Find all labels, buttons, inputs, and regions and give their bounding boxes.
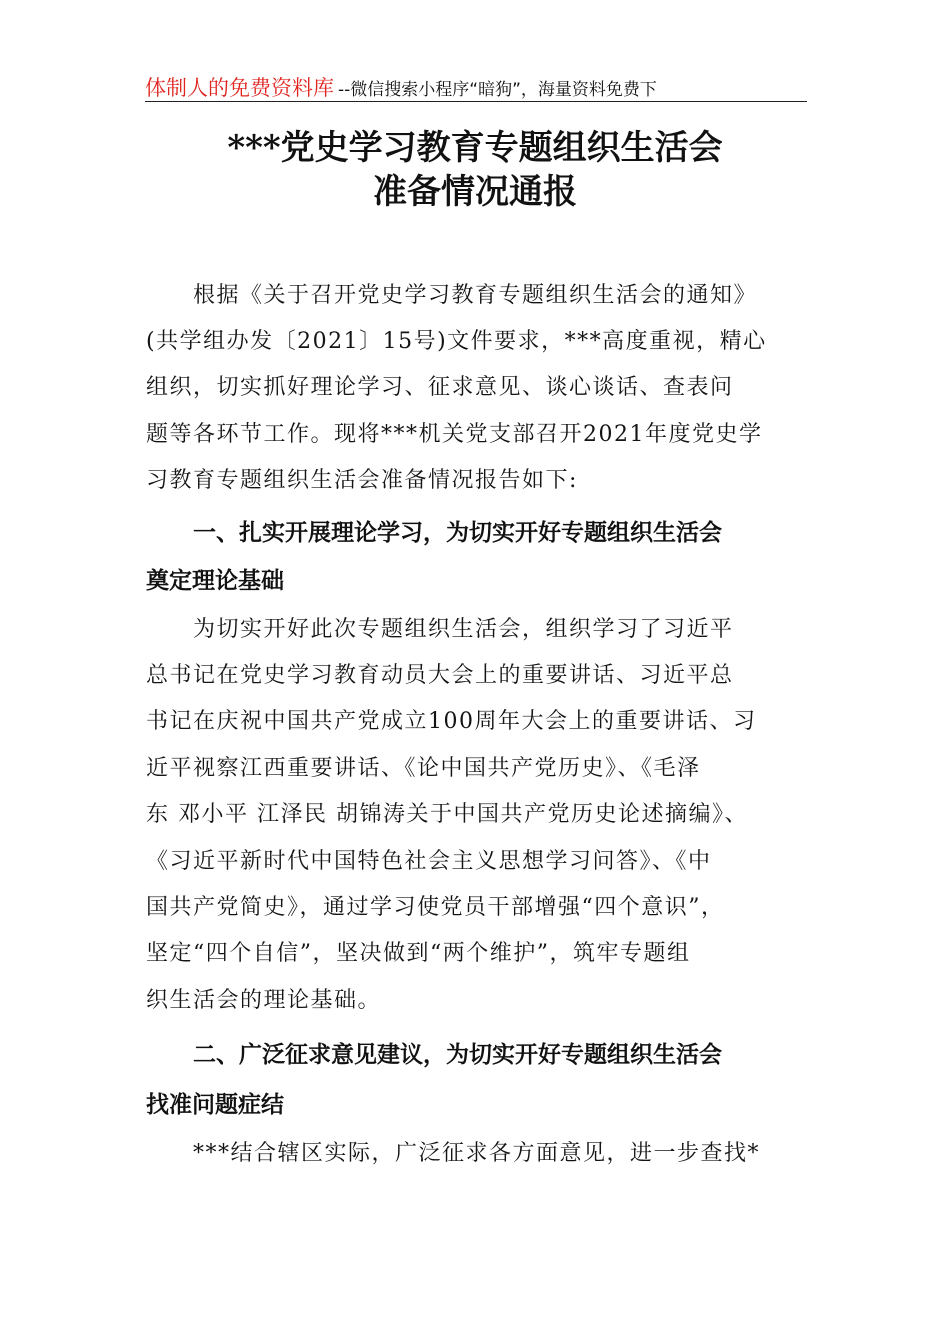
header-brand: 体制人的免费资料库 xyxy=(145,76,334,100)
paragraph2-line: 总书记在党史学习教育动员大会上的重要讲话、习近平总 xyxy=(146,663,734,688)
paragraph1-line: (共学组办发〔2021〕15号)文件要求，***高度重视，精心 xyxy=(146,329,767,354)
paragraph2-line: 织生活会的理论基础。 xyxy=(146,988,382,1013)
section1-heading: 一、扎实开展理论学习，为切实开好专题组织生活会 xyxy=(193,520,722,546)
paragraph2-line: 东 邓小平 江泽民 胡锦涛关于中国共产党历史论述摘编》、 xyxy=(146,802,748,827)
section1-heading: 奠定理论基础 xyxy=(146,568,284,594)
page-header xyxy=(145,72,810,102)
header-note: --微信搜索小程序“暗狗”，海量资料免费下 xyxy=(338,80,657,100)
paragraph2-line: 近平视察江西重要讲话、《论中国共产党历史》、《毛泽 xyxy=(146,756,701,781)
paragraph2-line: 国共产党简史》，通过学习使党员干部增强“四个意识”， xyxy=(146,895,725,920)
paragraph1-line: 题等各环节工作。现将***机关党支部召开2021年度党史学 xyxy=(146,422,763,447)
paragraph2-line: 《习近平新时代中国特色社会主义思想学习问答》、《中 xyxy=(146,849,712,874)
paragraph3-line: ***结合辖区实际，广泛征求各方面意见，进一步查找* xyxy=(193,1141,761,1166)
paragraph1-line: 组织，切实抓好理论学习、征求意见、谈心谈话、查表问 xyxy=(146,375,734,400)
paragraph1-line: 习教育专题组织生活会准备情况报告如下: xyxy=(146,468,578,493)
header-divider xyxy=(145,101,807,102)
document-title-line2: 准备情况通报 xyxy=(373,172,577,212)
paragraph2-line: 为切实开好此次专题组织生活会，组织学习了习近平 xyxy=(193,617,734,642)
document-title-line1: ***党史学习教育专题组织生活会 xyxy=(227,128,723,168)
paragraph2-line: 书记在庆祝中国共产党成立100周年大会上的重要讲话、习 xyxy=(146,709,757,734)
section2-heading: 找准问题症结 xyxy=(146,1092,284,1118)
section2-heading: 二、广泛征求意见建议，为切实开好专题组织生活会 xyxy=(193,1042,722,1068)
paragraph2-line: 坚定“四个自信”，坚决做到“两个维护”，筑牢专题组 xyxy=(146,941,691,966)
paragraph1-line: 根据《关于召开党史学习教育专题组织生活会的通知》 xyxy=(193,283,758,308)
